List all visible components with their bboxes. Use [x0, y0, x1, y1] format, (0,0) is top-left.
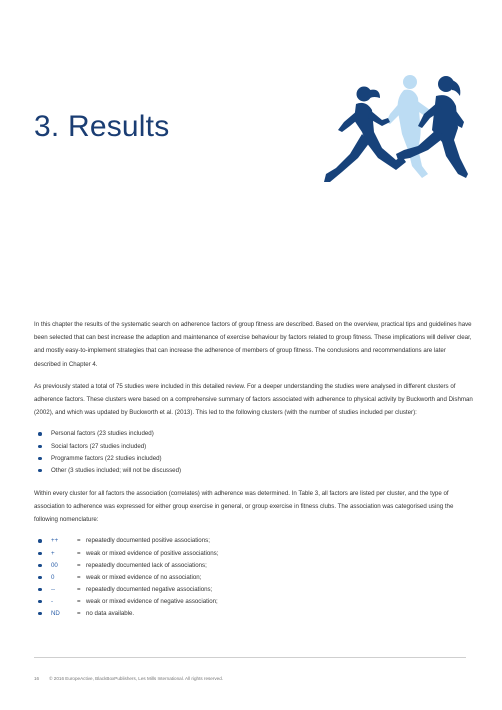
- cluster-list: [34, 428, 474, 476]
- runners-illustration: [318, 70, 470, 202]
- footer-divider: [34, 657, 466, 658]
- page-title: 3. Results: [34, 110, 170, 143]
- list-item: -- = repeatedly documented negative associations;: [34, 584, 474, 596]
- list-item: ND = no data available.: [34, 608, 474, 620]
- list-item: ++ = repeatedly documented positive associations;: [34, 535, 474, 547]
- bullet-icon: [38, 469, 42, 473]
- bullet-icon: [38, 588, 42, 592]
- bullet-icon: [38, 445, 42, 449]
- bullet-icon: [38, 539, 42, 543]
- list-item: Other (3 studies included; will not be discussed): [34, 465, 474, 477]
- runner-dark-left: [324, 87, 406, 183]
- bullet-icon: [38, 612, 42, 616]
- bullet-icon: [38, 432, 42, 436]
- list-item: Programme factors (22 studies included): [34, 453, 474, 465]
- nomenclature-list: [34, 535, 474, 620]
- bullet-icon: [38, 552, 42, 556]
- list-item: 0 = weak or mixed evidence of no association;: [34, 572, 474, 584]
- list-item: - = weak or mixed evidence of negative association;: [34, 596, 474, 608]
- bullet-icon: [38, 576, 42, 580]
- bullet-icon: [38, 457, 42, 461]
- list-item: Personal factors (23 studies included): [34, 428, 474, 440]
- body-text: [34, 318, 474, 620]
- list-item: + = weak or mixed evidence of positive associations;: [34, 548, 474, 560]
- page-number: 16: [34, 676, 40, 681]
- bullet-icon: [38, 564, 42, 568]
- paragraph-intro: In this chapter the results of the systematic search on adherence factors of group fitness are described. Based on the overview, practical tips and guidelines have been selected that can best increase the adaption and maintenance of exercise behaviour by factors related to group fitness. These implications will deliver clear, and mostly easy-to-implement strategies that can increase the adherence of members of group fitness. The conclusions and recommendations are later described in Chapter 4.: [34, 321, 472, 368]
- copyright-text: © 2016 EuropeActive, BlackBoxPublishers, Les Mills International. All rights reserved.: [49, 676, 224, 681]
- page-footer: [34, 676, 223, 681]
- list-item: Social factors (27 studies included): [34, 441, 474, 453]
- list-item: 00 = repeatedly documented lack of associations;: [34, 560, 474, 572]
- paragraph-clusters: As previously stated a total of 75 studies were included in this detailed review. For a deeper understanding the studies were analysed in different clusters of adherence factors. These clusters were based on a comprehensive summary of factors associated with adherence to physical activity by Buckworth and Dishman (2002), and which was updated by Buckworth et al. (2013). This led to the following clusters (with the number of studies included per cluster):: [34, 382, 473, 417]
- paragraph-nomenclature: Within every cluster for all factors the association (correlates) with adherence was determined. In Table 3, all factors are listed per cluster, and the type of association to adherence was expressed for either group exercise in general, or group exercise in fitness clubs. The association was categorised using the following nomenclature:: [34, 489, 454, 524]
- bullet-icon: [38, 600, 42, 604]
